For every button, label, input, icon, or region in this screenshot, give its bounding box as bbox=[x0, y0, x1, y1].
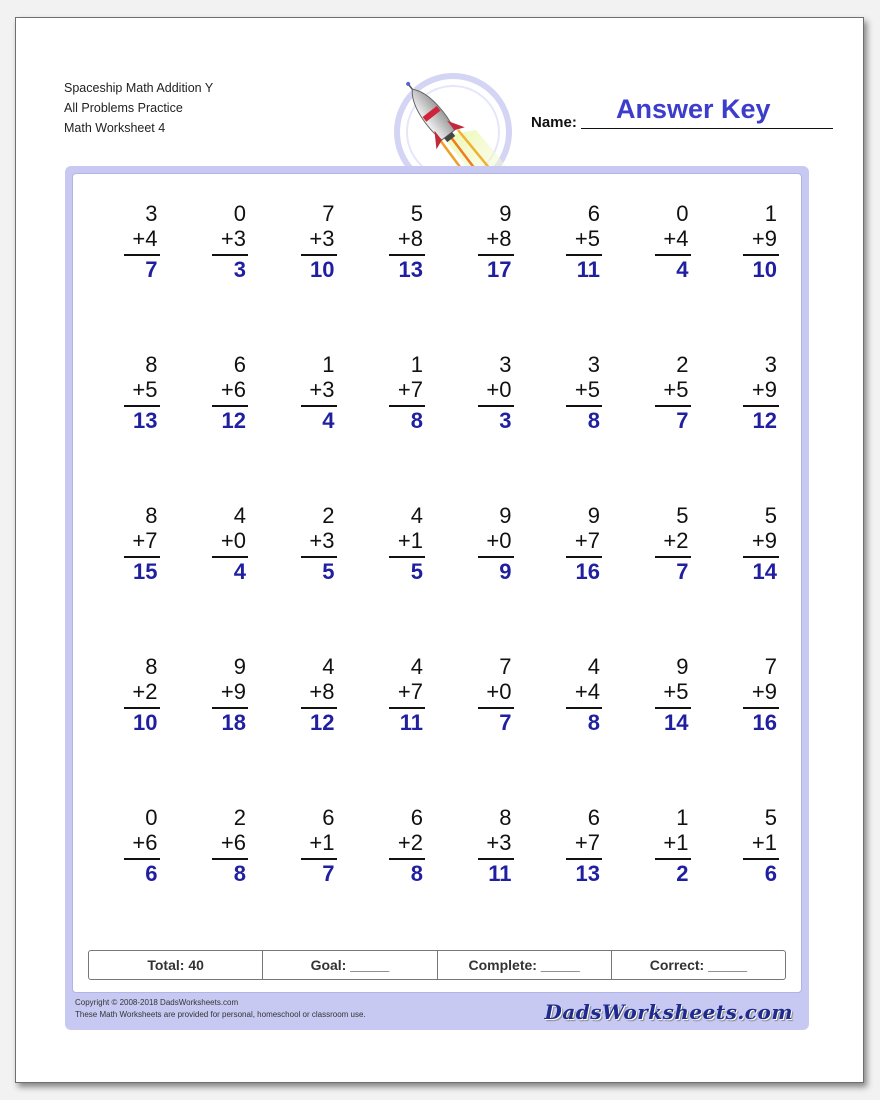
top-number: 2 bbox=[322, 503, 335, 528]
addend: +4 bbox=[663, 226, 689, 251]
top-number: 3 bbox=[499, 352, 512, 377]
addend: +0 bbox=[486, 679, 512, 704]
copyright-text: Copyright © 2008-2018 DadsWorksheets.com bbox=[75, 998, 239, 1007]
answer: 6 bbox=[764, 861, 777, 886]
addend: +7 bbox=[574, 830, 600, 855]
name-label: Name: bbox=[531, 114, 577, 131]
addend: +4 bbox=[132, 226, 158, 251]
addition-problem bbox=[90, 201, 179, 352]
addition-problem bbox=[444, 654, 533, 805]
sum-line bbox=[743, 254, 779, 256]
answer: 12 bbox=[752, 408, 777, 433]
answer: 18 bbox=[221, 710, 246, 735]
addend: +0 bbox=[220, 528, 246, 553]
addend: +4 bbox=[574, 679, 600, 704]
top-number: 4 bbox=[410, 503, 423, 528]
answer: 4 bbox=[233, 559, 246, 584]
addition-problem bbox=[267, 201, 356, 352]
top-number: 4 bbox=[233, 503, 246, 528]
addition-problem bbox=[267, 805, 356, 956]
sum-line bbox=[124, 405, 160, 407]
addend: +3 bbox=[309, 226, 335, 251]
addition-problem bbox=[90, 805, 179, 956]
sum-line bbox=[566, 556, 602, 558]
sum-line bbox=[389, 858, 425, 860]
top-number: 5 bbox=[764, 805, 777, 830]
addend: +2 bbox=[397, 830, 423, 855]
answer: 7 bbox=[322, 861, 335, 886]
answer: 11 bbox=[576, 257, 600, 282]
answer: 8 bbox=[587, 710, 600, 735]
top-number: 0 bbox=[676, 201, 689, 226]
top-number: 6 bbox=[587, 805, 600, 830]
top-number: 7 bbox=[322, 201, 335, 226]
problems-frame bbox=[65, 166, 809, 1030]
addend: +3 bbox=[486, 830, 512, 855]
addend: +0 bbox=[486, 528, 512, 553]
sum-line bbox=[478, 254, 514, 256]
addend: +1 bbox=[751, 830, 777, 855]
addend: +5 bbox=[132, 377, 158, 402]
addend: +1 bbox=[309, 830, 335, 855]
sum-line bbox=[655, 254, 691, 256]
sum-line bbox=[743, 858, 779, 860]
answer: 10 bbox=[752, 257, 777, 282]
sum-line bbox=[301, 556, 337, 558]
sum-line bbox=[212, 556, 248, 558]
addition-problem bbox=[444, 352, 533, 503]
brand-logo: DadsWorksheets.com bbox=[544, 1000, 793, 1024]
addend: +1 bbox=[663, 830, 689, 855]
goal-cell: Goal: _____ bbox=[263, 951, 437, 979]
sum-line bbox=[655, 556, 691, 558]
addition-problem bbox=[444, 805, 533, 956]
top-number: 3 bbox=[145, 201, 158, 226]
sum-line bbox=[301, 405, 337, 407]
sum-line bbox=[212, 707, 248, 709]
problem-grid bbox=[90, 201, 798, 956]
top-number: 9 bbox=[499, 503, 512, 528]
addition-problem bbox=[179, 805, 268, 956]
addition-problem bbox=[356, 805, 445, 956]
addend: +5 bbox=[663, 377, 689, 402]
addition-problem bbox=[179, 654, 268, 805]
answer: 16 bbox=[752, 710, 777, 735]
total-cell: Total: 40 bbox=[89, 951, 263, 979]
addend: +8 bbox=[397, 226, 423, 251]
sum-line bbox=[478, 858, 514, 860]
top-number: 6 bbox=[587, 201, 600, 226]
addend: +8 bbox=[309, 679, 335, 704]
addition-problem bbox=[179, 201, 268, 352]
addition-problem bbox=[621, 805, 710, 956]
answer: 5 bbox=[410, 559, 423, 584]
top-number: 4 bbox=[587, 654, 600, 679]
addition-problem bbox=[710, 503, 799, 654]
addition-problem bbox=[90, 654, 179, 805]
addend: +8 bbox=[486, 226, 512, 251]
top-number: 9 bbox=[499, 201, 512, 226]
top-number: 1 bbox=[322, 352, 335, 377]
answer: 9 bbox=[499, 559, 512, 584]
sum-line bbox=[301, 858, 337, 860]
addition-problem bbox=[533, 352, 622, 503]
addend: +7 bbox=[397, 679, 423, 704]
addend: +6 bbox=[132, 830, 158, 855]
addition-problem bbox=[710, 352, 799, 503]
addend: +9 bbox=[751, 679, 777, 704]
top-number: 3 bbox=[764, 352, 777, 377]
top-number: 9 bbox=[676, 654, 689, 679]
top-number: 7 bbox=[499, 654, 512, 679]
name-underline bbox=[581, 128, 833, 129]
addend: +6 bbox=[220, 377, 246, 402]
sum-line bbox=[389, 405, 425, 407]
addition-problem bbox=[444, 201, 533, 352]
answer: 3 bbox=[233, 257, 246, 282]
top-number: 9 bbox=[587, 503, 600, 528]
sum-line bbox=[655, 707, 691, 709]
top-number: 8 bbox=[145, 503, 158, 528]
top-number: 2 bbox=[676, 352, 689, 377]
addend: +9 bbox=[751, 377, 777, 402]
sum-line bbox=[212, 254, 248, 256]
top-number: 3 bbox=[587, 352, 600, 377]
sum-line bbox=[478, 556, 514, 558]
sum-line bbox=[655, 405, 691, 407]
answer: 7 bbox=[499, 710, 512, 735]
title-line-2: All Problems Practice bbox=[64, 101, 183, 115]
answer: 13 bbox=[398, 257, 423, 282]
answer: 2 bbox=[676, 861, 689, 886]
answer: 7 bbox=[676, 408, 689, 433]
addend: +1 bbox=[397, 528, 423, 553]
usage-notice: These Math Worksheets are provided for personal, homeschool or classroom use. bbox=[75, 1010, 366, 1019]
title-line-3: Math Worksheet 4 bbox=[64, 121, 166, 135]
addend: +5 bbox=[574, 226, 600, 251]
top-number: 9 bbox=[233, 654, 246, 679]
addend: +3 bbox=[309, 377, 335, 402]
answer: 10 bbox=[310, 257, 335, 282]
answer: 10 bbox=[133, 710, 158, 735]
addend: +3 bbox=[309, 528, 335, 553]
addition-problem bbox=[444, 503, 533, 654]
answer: 14 bbox=[752, 559, 777, 584]
answer: 8 bbox=[587, 408, 600, 433]
addend: +6 bbox=[220, 830, 246, 855]
problem-row bbox=[90, 654, 798, 805]
sum-line bbox=[301, 707, 337, 709]
answer-key-text: Answer Key bbox=[616, 94, 771, 124]
title-line-1: Spaceship Math Addition Y bbox=[64, 81, 214, 95]
sum-line bbox=[212, 405, 248, 407]
addition-problem bbox=[710, 805, 799, 956]
top-number: 8 bbox=[145, 654, 158, 679]
answer: 3 bbox=[499, 408, 512, 433]
correct-cell: Correct: _____ bbox=[649, 957, 748, 973]
top-number: 2 bbox=[233, 805, 246, 830]
addition-problem bbox=[533, 805, 622, 956]
top-number: 0 bbox=[233, 201, 246, 226]
addition-problem bbox=[356, 352, 445, 503]
sum-line bbox=[743, 405, 779, 407]
addition-problem bbox=[356, 654, 445, 805]
sum-line bbox=[566, 405, 602, 407]
top-number: 6 bbox=[233, 352, 246, 377]
answer: 8 bbox=[233, 861, 246, 886]
answer: 4 bbox=[322, 408, 335, 433]
addition-problem bbox=[267, 503, 356, 654]
sum-line bbox=[124, 254, 160, 256]
top-number: 6 bbox=[410, 805, 423, 830]
top-number: 6 bbox=[322, 805, 335, 830]
footer bbox=[75, 997, 366, 1021]
answer: 11 bbox=[488, 861, 512, 886]
sum-line bbox=[566, 707, 602, 709]
addition-problem bbox=[710, 201, 799, 352]
sum-line bbox=[478, 707, 514, 709]
addend: +7 bbox=[397, 377, 423, 402]
problems-panel bbox=[72, 173, 802, 993]
addend: +3 bbox=[220, 226, 246, 251]
top-number: 5 bbox=[676, 503, 689, 528]
worksheet-page bbox=[15, 17, 864, 1083]
addition-problem bbox=[267, 654, 356, 805]
answer: 4 bbox=[676, 257, 689, 282]
top-number: 1 bbox=[764, 201, 777, 226]
addition-problem bbox=[710, 654, 799, 805]
addend: +7 bbox=[132, 528, 158, 553]
addition-problem bbox=[90, 503, 179, 654]
answer: 12 bbox=[310, 710, 335, 735]
answer: 11 bbox=[399, 710, 423, 735]
top-number: 4 bbox=[410, 654, 423, 679]
addend: +7 bbox=[574, 528, 600, 553]
addend: +5 bbox=[574, 377, 600, 402]
answer: 14 bbox=[664, 710, 689, 735]
addend: +9 bbox=[751, 226, 777, 251]
addition-problem bbox=[621, 352, 710, 503]
top-number: 5 bbox=[764, 503, 777, 528]
addition-problem bbox=[533, 201, 622, 352]
worksheet-header bbox=[64, 78, 213, 138]
problem-row bbox=[90, 805, 798, 956]
addition-problem bbox=[621, 654, 710, 805]
answer: 13 bbox=[575, 861, 600, 886]
addend: +2 bbox=[663, 528, 689, 553]
addition-problem bbox=[179, 503, 268, 654]
sum-line bbox=[743, 707, 779, 709]
name-field bbox=[531, 94, 833, 130]
top-number: 1 bbox=[410, 352, 423, 377]
sum-line bbox=[389, 556, 425, 558]
problem-row bbox=[90, 201, 798, 352]
top-number: 7 bbox=[764, 654, 777, 679]
sum-line bbox=[124, 707, 160, 709]
answer: 17 bbox=[487, 257, 512, 282]
answer: 12 bbox=[221, 408, 246, 433]
addend: +0 bbox=[486, 377, 512, 402]
sum-line bbox=[301, 254, 337, 256]
addition-problem bbox=[533, 503, 622, 654]
answer: 5 bbox=[322, 559, 335, 584]
answer: 13 bbox=[133, 408, 158, 433]
top-number: 8 bbox=[499, 805, 512, 830]
addition-problem bbox=[179, 352, 268, 503]
top-number: 5 bbox=[410, 201, 423, 226]
answer: 15 bbox=[133, 559, 158, 584]
addition-problem bbox=[90, 352, 179, 503]
complete-cell: Complete: _____ bbox=[438, 951, 612, 979]
sum-line bbox=[566, 254, 602, 256]
answer: 6 bbox=[145, 861, 158, 886]
addition-problem bbox=[621, 503, 710, 654]
score-box bbox=[88, 950, 786, 980]
problem-row bbox=[90, 503, 798, 654]
addition-problem bbox=[356, 503, 445, 654]
addition-problem bbox=[356, 201, 445, 352]
answer: 8 bbox=[410, 408, 423, 433]
answer: 7 bbox=[676, 559, 689, 584]
top-number: 8 bbox=[145, 352, 158, 377]
top-number: 1 bbox=[676, 805, 689, 830]
top-number: 0 bbox=[145, 805, 158, 830]
answer: 7 bbox=[145, 257, 158, 282]
problem-row bbox=[90, 352, 798, 503]
sum-line bbox=[124, 556, 160, 558]
answer: 8 bbox=[410, 861, 423, 886]
addition-problem bbox=[533, 654, 622, 805]
sum-line bbox=[212, 858, 248, 860]
answer: 16 bbox=[575, 559, 600, 584]
sum-line bbox=[566, 858, 602, 860]
addition-problem bbox=[267, 352, 356, 503]
sum-line bbox=[743, 556, 779, 558]
addend: +9 bbox=[751, 528, 777, 553]
sum-line bbox=[478, 405, 514, 407]
sum-line bbox=[655, 858, 691, 860]
addend: +2 bbox=[132, 679, 158, 704]
addend: +5 bbox=[663, 679, 689, 704]
sum-line bbox=[389, 254, 425, 256]
addition-problem bbox=[621, 201, 710, 352]
sum-line bbox=[389, 707, 425, 709]
addend: +9 bbox=[220, 679, 246, 704]
top-number: 4 bbox=[322, 654, 335, 679]
sum-line bbox=[124, 858, 160, 860]
